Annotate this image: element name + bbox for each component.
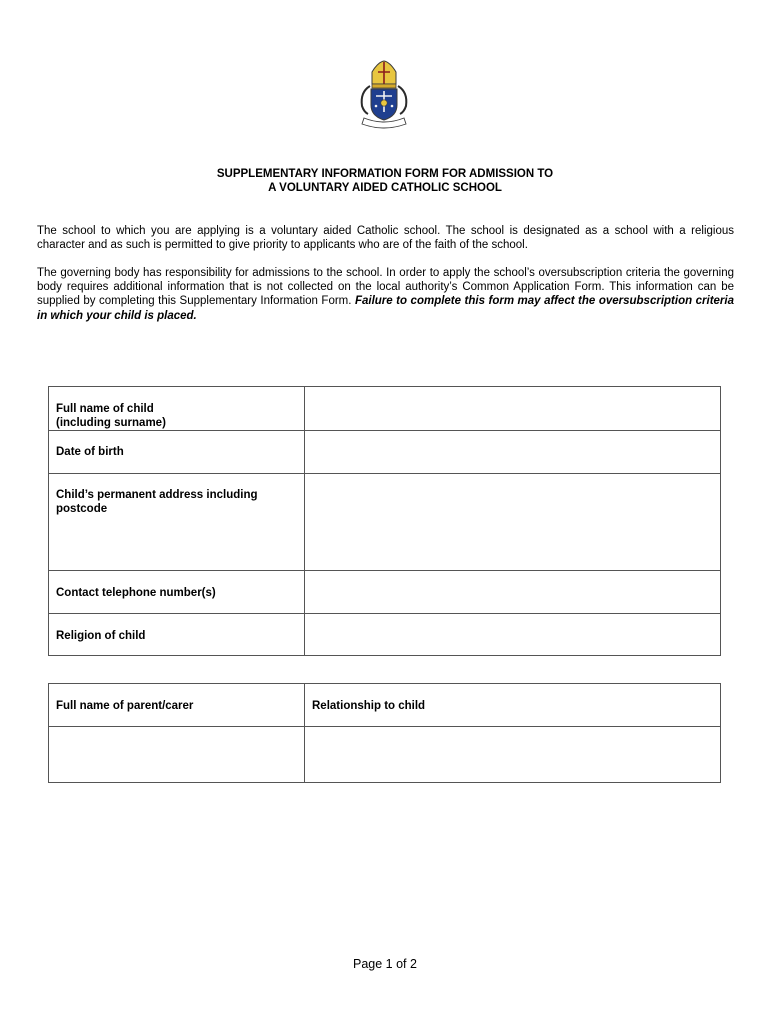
religion-row bbox=[49, 614, 721, 656]
parent-header-row bbox=[49, 684, 721, 727]
relationship-input[interactable] bbox=[305, 727, 720, 782]
intro-paragraph-2 bbox=[37, 266, 734, 323]
dob-input-cell bbox=[305, 431, 721, 474]
phone-row bbox=[49, 571, 721, 614]
child-name-label-note: (including surname) bbox=[56, 417, 166, 429]
address-input-cell bbox=[305, 474, 721, 571]
dob-row bbox=[49, 431, 721, 474]
intro-paragraph-2-text: The governing body has responsibility for admissions to the school. In order to apply the school’s oversubscription criteria the governing body requires additional information that is not collected on the local authority’s Common Application Form. This information can be supplied by completing this Supplementary Information Form. bbox=[37, 267, 734, 308]
address-label-postcode: postcode bbox=[56, 503, 108, 515]
religion-input-cell bbox=[305, 614, 721, 656]
religion-label-cell bbox=[49, 614, 305, 656]
page-number: Page 1 of 2 bbox=[353, 957, 417, 971]
relationship-label: Relationship to child bbox=[312, 700, 426, 712]
parent-entry-row bbox=[49, 727, 721, 783]
parent-name-label: Full name of parent/carer bbox=[56, 700, 194, 712]
intro-warning-text: Failure to complete this form may affect the oversubscription criteria in which your child is placed. bbox=[37, 295, 734, 322]
religion-input[interactable] bbox=[305, 614, 720, 655]
child-name-label: Full name of child bbox=[56, 403, 154, 415]
child-address-input[interactable] bbox=[305, 474, 720, 570]
date-of-birth-input[interactable] bbox=[305, 431, 720, 473]
address-row bbox=[49, 474, 721, 571]
relationship-header-cell bbox=[305, 684, 721, 727]
parent-name-input-cell bbox=[49, 727, 305, 783]
form-title-line-2: A VOLUNTARY AIDED CATHOLIC SCHOOL bbox=[268, 182, 502, 194]
contact-telephone-input[interactable] bbox=[305, 571, 720, 613]
parent-name-input[interactable] bbox=[49, 727, 304, 782]
child-name-row bbox=[49, 387, 721, 431]
child-details-table bbox=[48, 386, 721, 656]
diocesan-crest-icon bbox=[356, 60, 412, 132]
parent-details-table bbox=[48, 683, 721, 783]
parent-name-header-cell bbox=[49, 684, 305, 727]
address-label-cell bbox=[49, 474, 305, 571]
relationship-input-cell bbox=[305, 727, 721, 783]
phone-label: Contact telephone number(s) bbox=[56, 587, 216, 599]
child-full-name-input[interactable] bbox=[305, 387, 720, 430]
phone-label-cell bbox=[49, 571, 305, 614]
dob-label-cell bbox=[49, 431, 305, 474]
form-title bbox=[0, 167, 770, 195]
dob-label: Date of birth bbox=[56, 446, 124, 458]
phone-input-cell bbox=[305, 571, 721, 614]
religion-label: Religion of child bbox=[56, 630, 146, 642]
child-name-label-cell bbox=[49, 387, 305, 431]
child-name-input-cell bbox=[305, 387, 721, 431]
intro-paragraph-1: The school to which you are applying is a voluntary aided Catholic school. The school is designated as a school with a religious character and as such is permitted to give priority to applicants who are of the faith of the school. bbox=[37, 225, 734, 252]
form-title-line-1: SUPPLEMENTARY INFORMATION FORM FOR ADMISSION TO bbox=[216, 168, 554, 180]
address-label: Child’s permanent address including bbox=[56, 489, 258, 501]
